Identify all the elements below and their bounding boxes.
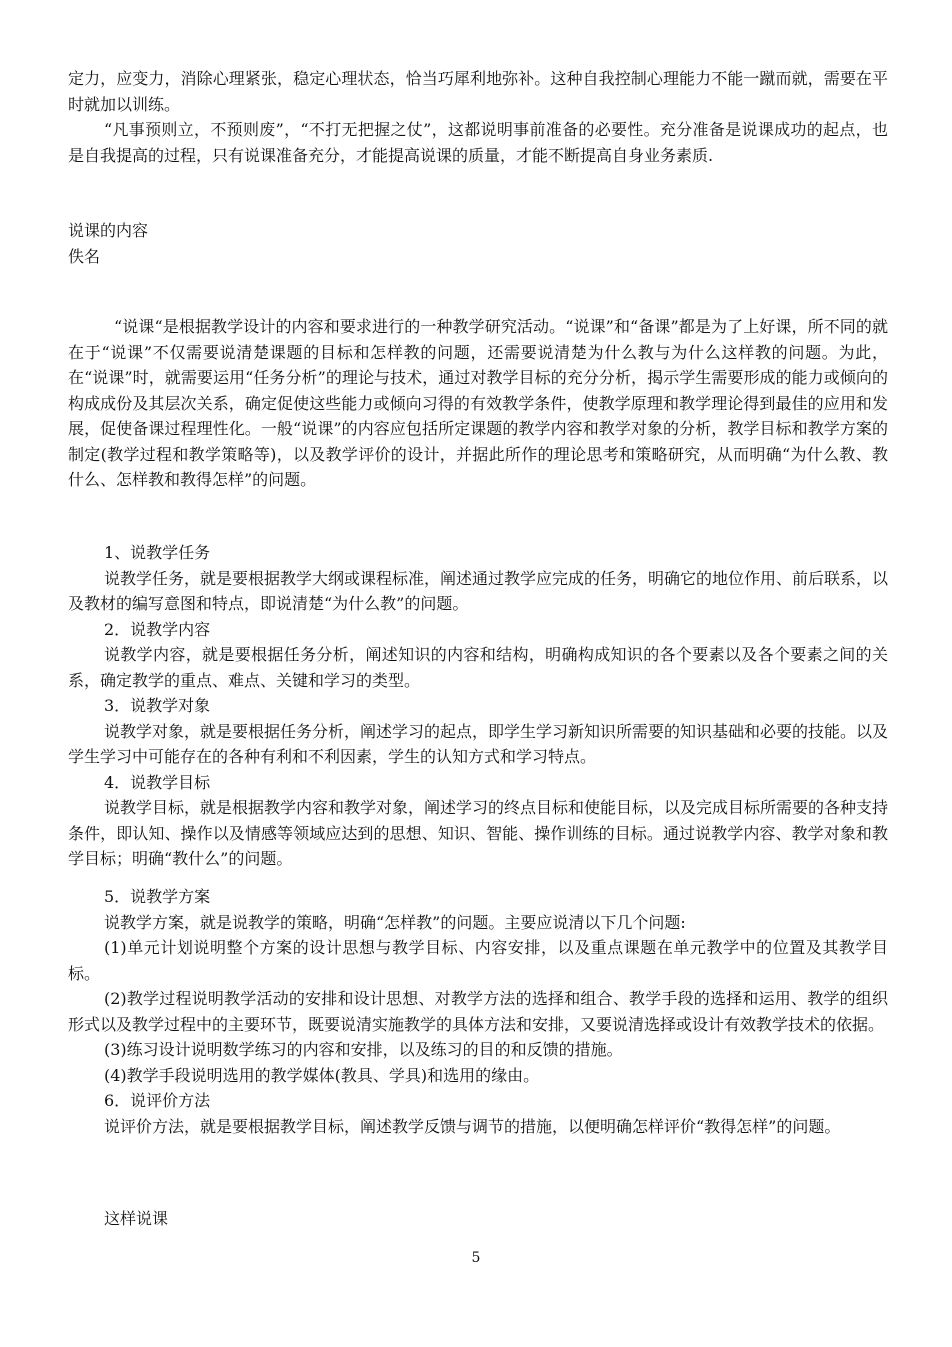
section-heading-1: 1、说教学任务 xyxy=(104,543,211,562)
section-5-item-1: (1)单元计划说明整个方案的设计思想与教学目标、内容安排，以及重点课题在单元教学中的位置及其教学目标。 xyxy=(68,938,888,983)
section-heading-2: 2．说教学内容 xyxy=(104,619,211,639)
closing-line: 这样说课 xyxy=(104,1209,169,1228)
section-heading-4: 4．说教学目标 xyxy=(104,772,211,792)
intro-section xyxy=(68,66,888,168)
sections-5-6 xyxy=(68,884,888,1139)
section-body-3: 说教学对象，就是要根据任务分析，阐述学习的起点，即学生学习新知识所需要的知识基础和必要的技能。以及学生学习中可能存在的各种有利和不利因素，学生的认知方式和学习特点。 xyxy=(68,721,889,766)
page-number: 5 xyxy=(471,1250,481,1266)
lead-paragraph: “说课“是根据教学设计的内容和要求进行的一种教学研究活动。“说课”和“备课”都是为了上好课，所不同的就在于“说课”不仅需要说清楚课题的目标和怎样教的问题，还需要说清楚为什么教与为什么这样教的问题。为此，在“说课”时，就需要运用“任务分析”的理论与技术，通过对教学目标的充分分析，揭示学生需要形成的能力或倾向的构成成份及其层次关系，确定促使这些能力或倾向习得的有效教学条件，使教学原理和教学理论得到最佳的应用和发展，促使备课过程理性化。一般“说课”的内容应包括所定课题的教学内容和教学对象的分析，教学目标和教学方案的制定(教学过程和教学策略等)，以及教学评价的设计，并据此所作的理论思考和策略研究，从而明确“为什么教、教什么、怎样教和教得怎样”的问题。 xyxy=(68,317,888,489)
section-heading-3: 3．说教学对象 xyxy=(104,696,211,715)
section-body-6: 说评价方法，就是要根据教学目标，阐述教学反馈与调节的措施，以便明确怎样评价“教得怎样”的问题。 xyxy=(104,1116,841,1136)
section-heading-6: 6．说评价方法 xyxy=(104,1091,211,1110)
section-heading-5: 5．说教学方案 xyxy=(104,887,211,906)
section-5-item-4: (4)教学手段说明选用的教学媒体(教具、学具)和选用的缘由。 xyxy=(104,1065,540,1085)
section-5-item-3: (3)练习设计说明数学练习的内容和安排，以及练习的目的和反馈的措施。 xyxy=(104,1040,623,1059)
section-body-1: 说教学任务，就是要根据教学大纲或课程标准，阐述通过教学应完成的任务，明确它的地位作用、前后联系，以及教材的编写意图和特点，即说清楚“为什么教”的问题。 xyxy=(68,568,889,613)
article-author: 佚名 xyxy=(68,246,101,266)
section-body-5: 说教学方案，就是说教学的策略，明确“怎样教”的问题。主要应说清以下几个问题: xyxy=(104,912,686,932)
section-body-4: 说教学目标，就是根据教学内容和教学对象，阐述学习的终点目标和使能目标，以及完成目标所需要的各种支持条件，即认知、操作以及情感等领域应达到的思想、知识、智能、操作训练的目标。通过说教学内容、教学对象和教学目标；明确“教什么”的问题。 xyxy=(68,798,889,868)
article-lead xyxy=(68,314,888,493)
article-title: 说课的内容 xyxy=(68,221,149,240)
closing-section xyxy=(68,1206,888,1232)
section-5-item-2: (2)教学过程说明教学活动的安排和设计思想、对教学方法的选择和组合、教学手段的选择和运用、教学的组织形式以及教学过程中的主要环节，既要说清实施教学的具体方法和安排，又要说清选择或设计有效教学技术的依据。 xyxy=(68,989,888,1034)
intro-paragraph-1: 定力，应变力，消除心理紧张，稳定心理状态，恰当巧犀利地弥补。这种自我控制心理能力不能一蹴而就，需要在平时就加以训练。 xyxy=(68,69,888,114)
article-header xyxy=(68,218,888,269)
section-body-2: 说教学内容，就是要根据任务分析，阐述知识的内容和结构，明确构成知识的各个要素以及各个要素之间的关系，确定教学的重点、难点、关键和学习的类型。 xyxy=(68,645,888,690)
sections-1-4 xyxy=(68,540,888,872)
intro-paragraph-2: “凡事预则立，不预则废”，“不打无把握之仗”，这都说明事前准备的必要性。充分准备是说课成功的起点，也是自我提高的过程，只有说课准备充分，才能提高说课的质量，才能不断提高自身业务素质. xyxy=(68,120,888,165)
